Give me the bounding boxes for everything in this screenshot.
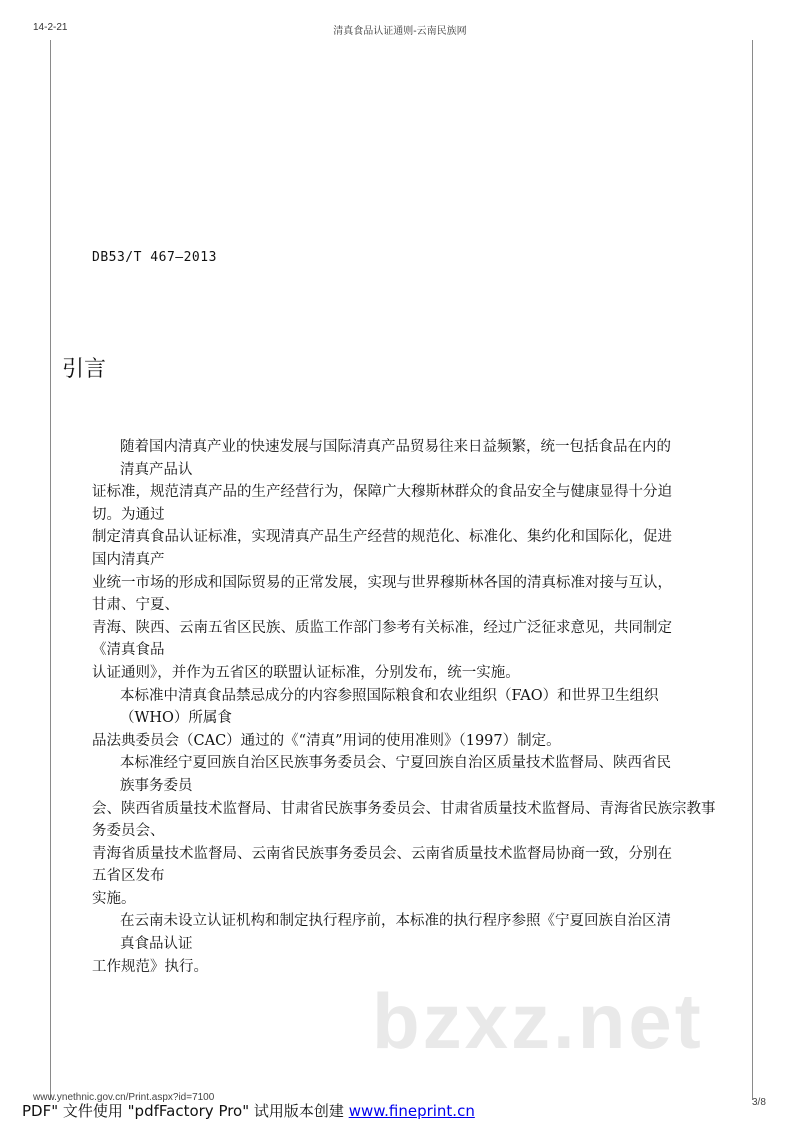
body-line: 国内清真产 [92, 551, 165, 568]
body-line: 实施。 [92, 890, 136, 907]
body-line: 证标准，规范清真产品的生产经营行为，保障广大穆斯林群众的食品安全与健康显得十分迫 [92, 484, 672, 501]
body-line: 清真产品认 [120, 461, 193, 478]
body-line: 五省区发布 [92, 868, 165, 885]
left-margin-line [50, 40, 51, 1100]
body-line: 青海省质量技术监督局、云南省民族事务委员会、云南省质量技术监督局协商一致，分别在 [92, 845, 672, 862]
body-line: 认证通则》，并作为五省区的联盟认证标准，分别发布，统一实施。 [92, 664, 520, 681]
footer [22, 1100, 475, 1121]
doc-code: DB53/T 467—2013 [92, 250, 217, 265]
body-line: 业统一市场的形成和国际贸易的正常发展，实现与世界穆斯林各国的清真标准对接与互认， [92, 574, 672, 591]
body-line: 制定清真食品认证标准，实现清真产品生产经营的规范化、标准化、集约化和国际化，促进 [92, 529, 672, 546]
body-line: 甘肃、宁夏、 [92, 597, 179, 614]
header-date: 14-2-21 [33, 22, 68, 33]
body-line: 品法典委员会（CAC）通过的《“清真”用词的使用准则》（1997）制定。 [92, 732, 561, 749]
page-number: 3/8 [752, 1097, 766, 1108]
body-line: 《清真食品 [92, 642, 165, 659]
watermark: bzxz.net [372, 977, 704, 1065]
body-line: 随着国内清真产业的快速发展与国际清真产品贸易往来日益频繁，统一包括食品在内的 [120, 439, 671, 455]
body-line: 本标准中清真食品禁忌成分的内容参照国际粮食和农业组织（FAO）和世界卫生组织 [120, 687, 659, 704]
section-title: 引言 [62, 357, 107, 382]
url-line[interactable]: www.ynethnic.gov.cn/Print.aspx?id=7100 [33, 1092, 215, 1103]
body-line: 族事务委员 [120, 777, 193, 794]
body-line: 本标准经宁夏回族自治区民族事务委员会、宁夏回族自治区质量技术监督局、陕西省民 [120, 755, 671, 772]
body-line: 务委员会、 [92, 823, 165, 840]
body-text [92, 436, 747, 978]
footer-link[interactable]: www.fineprint.cn [348, 1102, 475, 1120]
body-line: 工作规范》执行。 [92, 958, 208, 975]
header-title: 清真食品认证通则-云南民族网 [333, 26, 467, 37]
body-line: 切。为通过 [92, 506, 165, 523]
body-line: 会、陕西省质量技术监督局、甘肃省民族事务委员会、甘肃省质量技术监督局、青海省民族宗教事 [92, 800, 716, 817]
body-line: 真食品认证 [120, 936, 193, 953]
right-margin-line [752, 40, 753, 1100]
body-line: 在云南未设立认证机构和制定执行程序前，本标准的执行程序参照《宁夏回族自治区清 [120, 913, 671, 930]
footer-text: PDF" 文件使用 "pdfFactory Pro" 试用版本创建 [22, 1102, 349, 1120]
body-line: 青海、陕西、云南五省区民族、质监工作部门参考有关标准，经过广泛征求意见，共同制定 [92, 619, 672, 636]
body-line: （WHO）所属食 [120, 710, 232, 727]
